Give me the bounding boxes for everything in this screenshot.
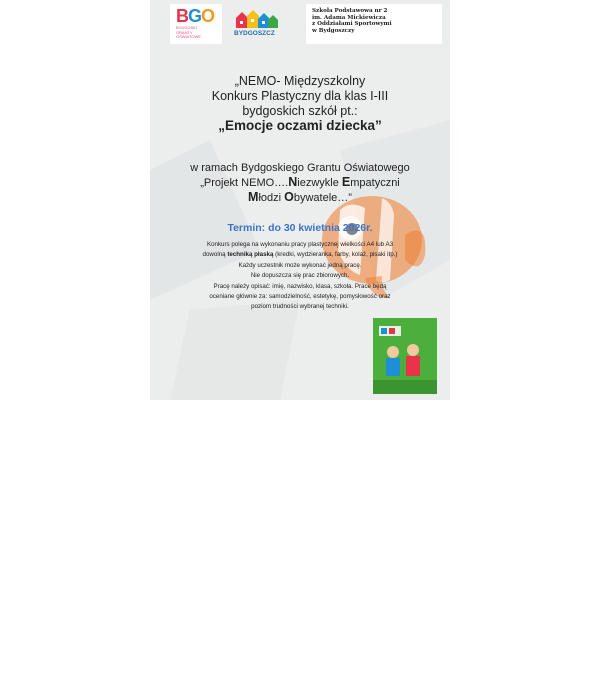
grant-info: w ramach Bydgoskiego Grantu Oświatowego „Projekt NEMO….Niezwykle Empatyczni Młodzi Obywatele…” [150,161,450,205]
bgo-logo [170,4,222,44]
bgo-logo-letters: BGO [176,6,215,26]
city-houses-icon [232,10,282,30]
school-name: Szkoła Podstawowa nr 2 im. Adama Mickiewicza z Oddziałami Sportowymi w Bydgoszczy [312,8,392,34]
competition-rules: Konkurs polega na wykonaniu pracy plastycznej wielkości A4 lub A3 dowolną techniką płaską (kredki, wydzieranka, farby, kolaż, pisaki itp.) Każdy uczestnik może wykonać jedną pracę. Nie dopuszcza się prac zbiorowych. Pracę należy opisać: imię, nazwisko, klasa, szkoła. Prace będą oceniane głównie za: samodzielność, estetykę, pomysłowość oraz poziom trudności wybranej techniki. [202,241,398,311]
bydgoszcz-logo [232,10,282,42]
grant-project-line2: Młodzi Obywatele…” [248,190,352,204]
book-label: ETYKA [391,682,405,687]
competition-poster [150,0,450,687]
book-illustration [373,318,437,394]
bgo-logo-subtitle: BYDGOSKI GRANTY OŚWIATOWE [176,25,201,39]
grant-project-line1: „Projekt NEMO….Niezwykle Empatyczni [200,175,400,189]
school-name-box [306,4,442,44]
book-cover-image [373,318,437,687]
bydgoszcz-logo-label: BYDGOSZCZ [234,30,275,37]
poster-title: „NEMO- Międzyszkolny Konkurs Plastyczny dla klas I-III bydgoskich szkół pt.: [211,74,389,118]
deadline: Termin: do 30 kwietnia 2026r. [227,222,373,234]
poster-subtitle: „Emocje oczami dziecka” [218,118,382,133]
